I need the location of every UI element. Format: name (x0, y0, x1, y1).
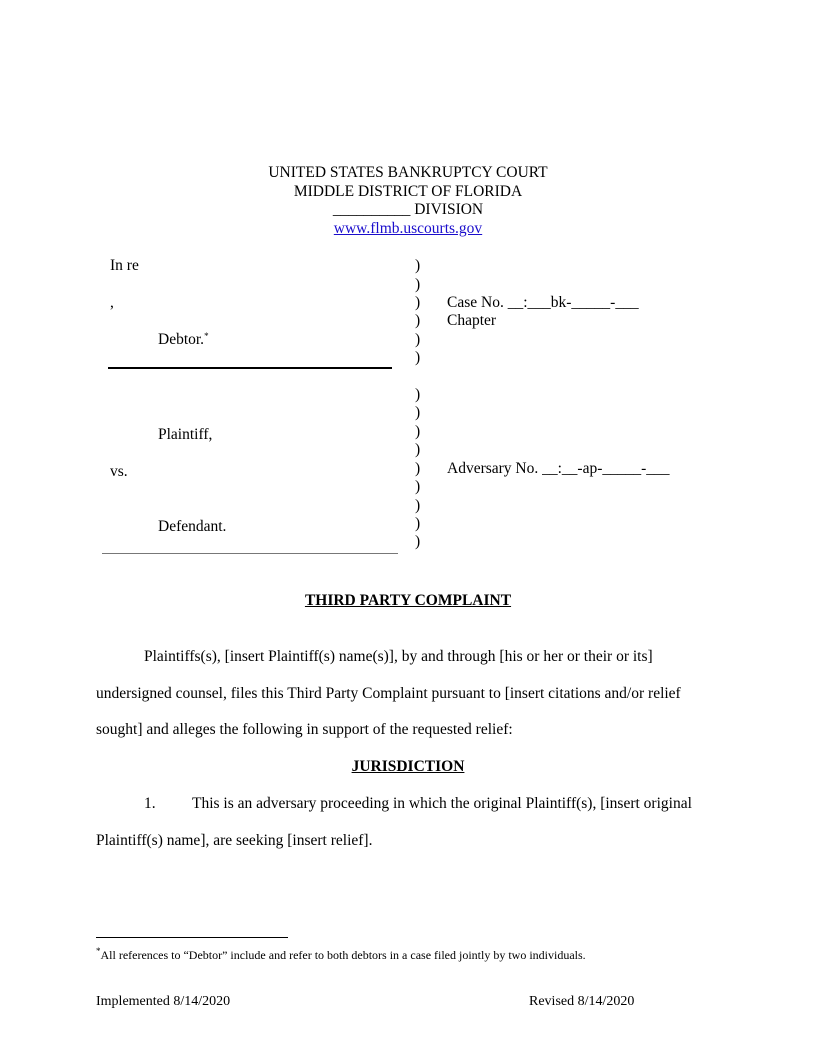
caption-paren: ) (415, 497, 421, 514)
footnote-separator (96, 937, 288, 938)
document-title: THIRD PARTY COMPLAINT (304, 592, 512, 609)
paragraph-line: This is an adversary proceeding in which the original Plaintiff(s), [insert original (192, 795, 692, 812)
implemented-date: Implemented 8/14/2020 (96, 994, 231, 1009)
footnote-text: All references to “Debtor” include and refer to both debtors in a case filed jointly by two individuals. (100, 948, 586, 962)
jurisdiction-heading: JURISDICTION (351, 758, 465, 775)
paragraph-number: 1. (144, 795, 156, 812)
intro-line: Plaintiffs(s), [insert Plaintiff(s) name(s)], by and through [his or her or their or its] (144, 648, 653, 665)
caption-paren: ) (415, 441, 421, 458)
court-website-container (0, 220, 816, 238)
plaintiff-label: Plaintiff, (158, 426, 213, 443)
caption-paren: ) (415, 404, 421, 421)
case-number: Case No. __:___bk-_____-___ (447, 294, 639, 311)
adversary-number: Adversary No. __:__-ap-_____-___ (447, 460, 670, 477)
vs-label: vs. (110, 463, 128, 480)
caption-paren: ) (415, 257, 421, 274)
court-website-link[interactable]: www.flmb.uscourts.gov (333, 220, 483, 237)
caption-paren: ) (415, 312, 421, 329)
caption-paren: ) (415, 515, 421, 532)
chapter-label: Chapter (447, 312, 497, 329)
caption-paren: ) (415, 533, 421, 550)
revised-date: Revised 8/14/2020 (529, 994, 635, 1009)
debtor-text: Debtor. (158, 331, 205, 348)
district-name: MIDDLE DISTRICT OF FLORIDA (293, 183, 523, 200)
court-name: UNITED STATES BANKRUPTCY COURT (268, 164, 548, 181)
caption-paren: ) (415, 423, 421, 440)
paragraph-line: Plaintiff(s) name], are seeking [insert relief]. (96, 832, 373, 849)
footnote (96, 946, 586, 964)
debtor-name-blank: , (110, 294, 114, 311)
debtor-footnote-mark: * (204, 331, 209, 341)
caption-divider (108, 367, 392, 369)
caption-paren: ) (415, 331, 421, 348)
caption-bottom-rule (102, 553, 398, 554)
caption-paren: ) (415, 386, 421, 403)
intro-line: sought] and alleges the following in support of the requested relief: (96, 721, 513, 738)
intro-line: undersigned counsel, files this Third Party Complaint pursuant to [insert citations and/or relief (96, 685, 681, 702)
division-name: __________ DIVISION (332, 201, 484, 218)
caption-paren: ) (415, 276, 421, 293)
in-re-label: In re (110, 257, 139, 274)
footnote-mark: * (96, 946, 101, 956)
caption-paren: ) (415, 349, 421, 366)
caption-paren: ) (415, 460, 421, 477)
debtor-label (158, 331, 209, 349)
caption-paren: ) (415, 294, 421, 311)
defendant-label: Defendant. (158, 518, 227, 535)
caption-paren: ) (415, 478, 421, 495)
